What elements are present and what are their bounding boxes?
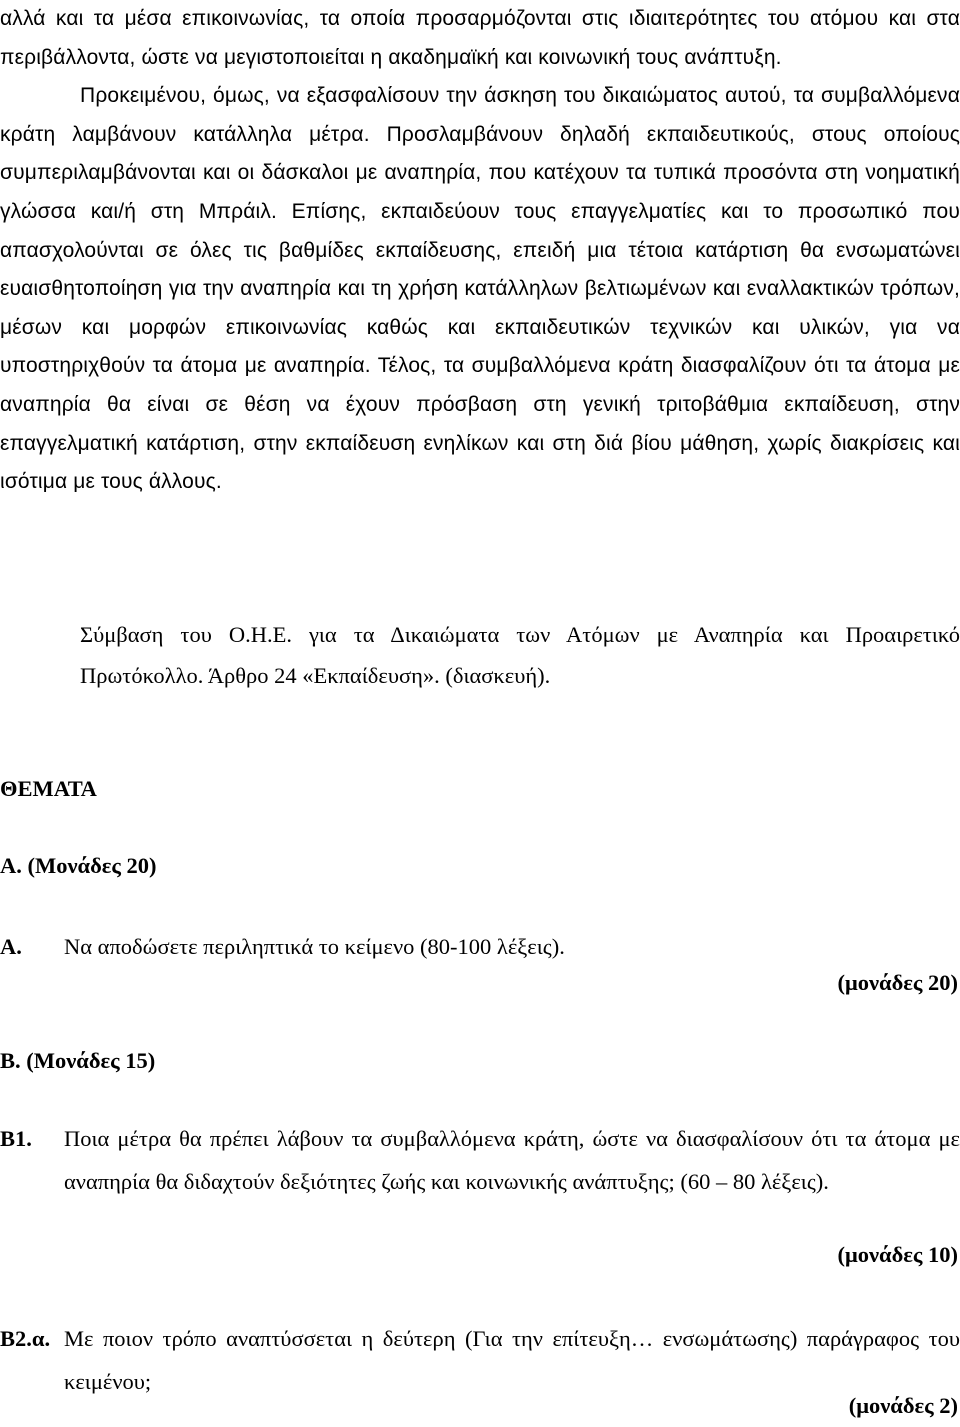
question-b2a-label: Β2.α. xyxy=(0,1326,51,1351)
passage-paragraph-1: αλλά και τα μέσα επικοινωνίας, τα οποία προσαρμόζονται στις ιδιαιτερότητες του ατόμου και στα περιβάλλοντα, ώστε να μεγιστοποιείται η ακαδημαϊκή και κοινωνική τους ανάπτυξη. xyxy=(0,7,960,69)
section-a-heading: Α. (Μονάδες 20) xyxy=(0,853,157,878)
question-b1-label: Β1. xyxy=(0,1126,32,1151)
question-b1-marks: (μονάδες 10) xyxy=(837,1242,958,1267)
question-b2a xyxy=(0,1317,960,1403)
question-b2a-marks: (μονάδες 2) xyxy=(848,1393,958,1418)
question-b1 xyxy=(0,1117,960,1203)
passage xyxy=(0,0,960,502)
themes-heading: ΘΕΜΑΤΑ xyxy=(0,776,97,801)
question-a-text: Να αποδώσετε περιληπτικά το κείμενο (80-100 λέξεις). xyxy=(64,934,565,959)
question-a xyxy=(0,925,960,968)
question-a-marks: (μονάδες 20) xyxy=(837,970,958,995)
question-b1-text: Ποια μέτρα θα πρέπει λάβουν τα συμβαλλόμενα κράτη, ώστε να διασφαλίσουν ότι τα άτομα με αναπηρία θα διδαχτούν δεξιότητες ζωής και κοινωνικής ανάπτυξης; (60 – 80 λέξεις). xyxy=(64,1126,960,1194)
question-a-label: Α. xyxy=(0,934,22,959)
question-b2a-text: Με ποιον τρόπο αναπτύσσεται η δεύτερη (Για την επίτευξη… ενσωμάτωσης) παράγραφος του κειμένου; xyxy=(64,1326,960,1394)
passage-paragraph-2: Προκειμένου, όμως, να εξασφαλίσουν την άσκηση του δικαιώματος αυτού, τα συμβαλλόμενα κράτη λαμβάνουν κατάλληλα μέτρα. Προσλαμβάνουν δηλαδή εκπαιδευτικούς, στους οποίους συμπεριλαμβάνονται και οι δάσκαλοι με αναπηρία, που κατέχουν τα τυπικά προσόντα στη νοηματική γλώσσα και/ή στη Μπράιλ. Επίσης, εκπαιδεύουν τους επαγγελματίες και το προσωπικό που απασχολούνται σε όλες τις βαθμίδες εκπαίδευσης, επειδή μια τέτοια κατάρτιση θα ενσωματώνει ευαισθητοποίηση για την αναπηρία και τη χρήση κατάλληλων βελτιωμένων και εναλλακτικών τρόπων, μέσων και μορφών επικοινωνίας καθώς και εκπαιδευτικών τεχνικών και υλικών, για να υποστηριχθούν τα άτομα με αναπηρία. Τέλος, τα συμβαλλόμενα κράτη διασφαλίζουν ότι τα άτομα με αναπηρία θα είναι σε θέση να έχουν πρόσβαση στη γενική τριτοβάθμια εκπαίδευση, στην επαγγελματική κατάρτιση, στην εκπαίδευση ενηλίκων και στη διά βίου μάθηση, χωρίς διακρίσεις και ισότιμα με τους άλλους. xyxy=(0,84,960,494)
source-citation: Σύμβαση του Ο.Η.Ε. για τα Δικαιώματα των Ατόμων με Αναπηρία και Προαιρετικό Πρωτόκολλο. Άρθρο 24 «Εκπαίδευση». (διασκευή). xyxy=(80,622,960,688)
section-b-heading: Β. (Μονάδες 15) xyxy=(0,1048,156,1073)
